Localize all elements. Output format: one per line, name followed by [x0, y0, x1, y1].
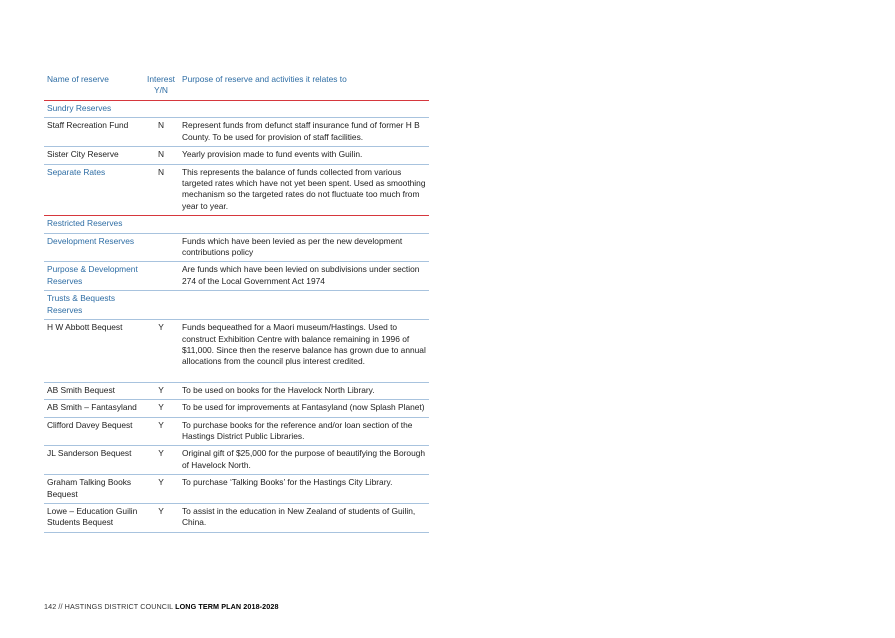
reserve-name-cell: AB Smith – Fantasyland [44, 400, 143, 417]
table-row [44, 147, 429, 164]
purpose-cell: This represents the balance of funds collected from various targeted rates which have not yet been spent. Used as smoothing mechanism so the targeted rates do not fluctuate too much from year to year. [179, 164, 429, 216]
section-heading-row [44, 101, 429, 118]
reserves-table-body [44, 101, 429, 533]
purpose-cell: Represent funds from defunct staff insurance fund of former H B County. To be used for provision of staff facilities. [179, 118, 429, 147]
interest-cell [143, 101, 179, 118]
purpose-cell: To purchase books for the reference and/or loan section of the Hastings District Public Libraries. [179, 417, 429, 446]
reserve-name-cell: Restricted Reserves [44, 216, 143, 233]
interest-cell: Y [143, 475, 179, 504]
reserve-name-cell: Staff Recreation Fund [44, 118, 143, 147]
table-row [44, 262, 429, 291]
reserves-table [44, 72, 429, 533]
interest-cell [143, 291, 179, 320]
header-purpose: Purpose of reserve and activities it relates to [179, 72, 429, 101]
purpose-cell: Funds which have been levied as per the new development contributions policy [179, 233, 429, 262]
table-header-row [44, 72, 429, 101]
purpose-cell: To purchase ‘Talking Books’ for the Hastings City Library. [179, 475, 429, 504]
reserve-name-cell: Separate Rates [44, 164, 143, 216]
purpose-cell: To be used on books for the Havelock North Library. [179, 382, 429, 399]
interest-cell: Y [143, 503, 179, 532]
table-row [44, 475, 429, 504]
reserve-name-cell: Sundry Reserves [44, 101, 143, 118]
table-row [44, 400, 429, 417]
interest-cell: N [143, 118, 179, 147]
table-row [44, 118, 429, 147]
header-interest: Interest Y/N [143, 72, 179, 101]
reserve-name-cell: Purpose & Development Reserves [44, 262, 143, 291]
table-row [44, 446, 429, 475]
page-footer [44, 602, 279, 611]
reserve-name-cell: Trusts & Bequests Reserves [44, 291, 143, 320]
reserve-name-cell: Clifford Davey Bequest [44, 417, 143, 446]
reserve-name-cell: Lowe – Education Guilin Students Bequest [44, 503, 143, 532]
reserve-name-cell: H W Abbott Bequest [44, 320, 143, 383]
reserve-name-cell: AB Smith Bequest [44, 382, 143, 399]
interest-cell: N [143, 164, 179, 216]
purpose-cell [179, 291, 429, 320]
footer-document-title: LONG TERM PLAN 2018-2028 [175, 602, 279, 611]
purpose-cell [179, 101, 429, 118]
table-row [44, 503, 429, 532]
reserve-name-cell: Graham Talking Books Bequest [44, 475, 143, 504]
table-row [44, 382, 429, 399]
interest-cell: Y [143, 417, 179, 446]
header-name-of-reserve: Name of reserve [44, 72, 143, 101]
interest-cell [143, 216, 179, 233]
table-row [44, 417, 429, 446]
section-heading-row [44, 291, 429, 320]
interest-cell: Y [143, 446, 179, 475]
table-row [44, 233, 429, 262]
reserve-name-cell: Development Reserves [44, 233, 143, 262]
interest-cell: Y [143, 382, 179, 399]
purpose-cell: Are funds which have been levied on subdivisions under section 274 of the Local Government Act 1974 [179, 262, 429, 291]
purpose-cell: Yearly provision made to fund events with Guilin. [179, 147, 429, 164]
table-row [44, 164, 429, 216]
interest-cell [143, 262, 179, 291]
table-row [44, 320, 429, 383]
interest-cell: N [143, 147, 179, 164]
purpose-cell: Original gift of $25,000 for the purpose of beautifying the Borough of Havelock North. [179, 446, 429, 475]
purpose-cell: Funds bequeathed for a Maori museum/Hastings. Used to construct Exhibition Centre with balance remaining in 1996 of $11,000. Since then the reserve balance has grown due to annual allocations from the council plus interest credited. [179, 320, 429, 383]
reserve-name-cell: JL Sanderson Bequest [44, 446, 143, 475]
purpose-cell: To be used for improvements at Fantasyland (now Splash Planet) [179, 400, 429, 417]
purpose-cell [179, 216, 429, 233]
purpose-cell: To assist in the education in New Zealand of students of Guilin, China. [179, 503, 429, 532]
interest-cell: Y [143, 400, 179, 417]
section-heading-row [44, 216, 429, 233]
interest-cell [143, 233, 179, 262]
interest-cell: Y [143, 320, 179, 383]
reserve-name-cell: Sister City Reserve [44, 147, 143, 164]
footer-page-label: 142 // HASTINGS DISTRICT COUNCIL [44, 602, 176, 611]
